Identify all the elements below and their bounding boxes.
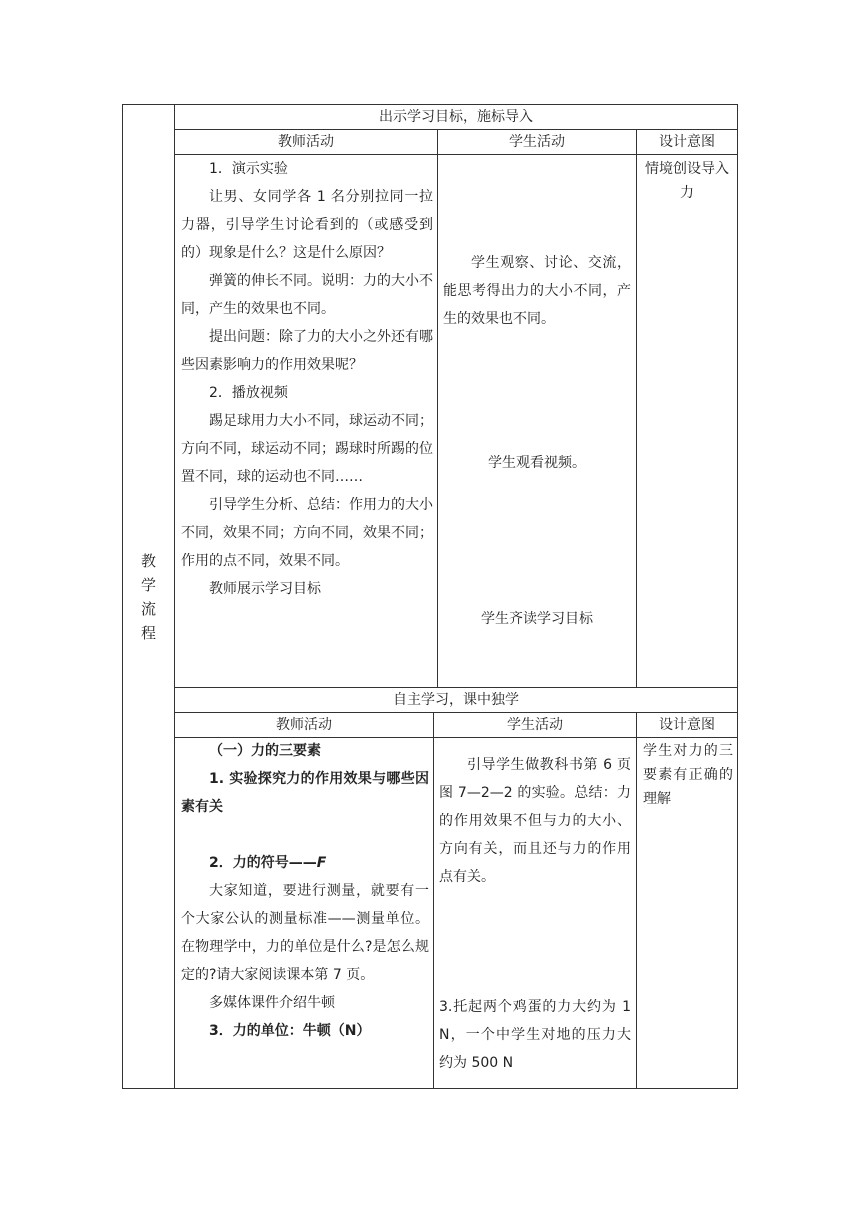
teacher-line — [181, 849, 429, 877]
section1-student-video — [443, 449, 631, 477]
section2-intent — [643, 739, 733, 811]
divider — [437, 129, 438, 687]
side-label — [123, 105, 174, 1088]
section2-student-exp — [439, 751, 631, 891]
teacher-line: 教师展示学习目标 — [209, 581, 321, 597]
force-symbol: F — [316, 855, 327, 871]
divider — [174, 105, 175, 1088]
symbol-label: 2．力的符号—— — [209, 855, 317, 871]
section2-header-intent: 设计意图 — [659, 717, 715, 733]
section2-header-teacher: 教师活动 — [276, 717, 332, 733]
section1-intent — [643, 157, 731, 205]
section2-student-force — [439, 993, 631, 1077]
section1-teacher-content — [181, 155, 433, 603]
teacher-line: 引导学生分析、总结：作用力的大小不同，效果不同；方向不同，效果不同；作用的点不同，效果不同。 — [181, 497, 433, 569]
section2-teacher-content — [181, 737, 429, 1045]
spacer — [181, 821, 429, 849]
teacher-line: 大家知道，要进行测量，就要有一个大家公认的测量标准——测量单位。在物理学中，力的单位是什么?是怎么规定的?请大家阅读课本第 7 页。 — [181, 883, 429, 983]
teacher-line: （一）力的三要素 — [209, 743, 321, 759]
section1-header-student: 学生活动 — [509, 134, 565, 150]
divider — [433, 712, 434, 1088]
section1-header-intent: 设计意图 — [659, 134, 715, 150]
section1-student-read — [443, 605, 631, 633]
section1-header-teacher: 教师活动 — [278, 134, 334, 150]
divider — [636, 129, 637, 687]
teacher-line: 1．演示实验 — [209, 161, 288, 177]
teacher-line: 多媒体课件介绍牛顿 — [209, 995, 335, 1011]
student-line: 学生齐读学习目标 — [481, 611, 593, 627]
section2-title — [175, 688, 737, 712]
intent-text: 学生对力的三要素有正确的理解 — [643, 743, 733, 807]
teacher-line: 1. 实验探究力的作用效果与哪些因素有关 — [181, 771, 429, 815]
section1-title — [175, 105, 737, 129]
section1-title-text: 出示学习目标，施标导入 — [379, 109, 533, 125]
divider — [636, 712, 637, 1088]
teacher-line: 提出问题：除了力的大小之外还有哪些因素影响力的作用效果呢？ — [181, 329, 433, 373]
section1-student-obs — [443, 249, 631, 333]
student-line: 3.托起两个鸡蛋的力大约为 1 N，一个中学生对地的压力大约为 500 N — [439, 999, 631, 1071]
teacher-line: 弹簧的伸长不同。说明：力的大小不同，产生的效果也不同。 — [181, 273, 433, 317]
section2-header-student: 学生活动 — [507, 717, 563, 733]
lesson-table — [122, 104, 738, 1089]
student-line: 引导学生做教科书第 6 页图 7—2—2 的实验。总结：力的作用效果不但与力的大小、方向有关，而且还与力的作用点有关。 — [439, 757, 631, 885]
side-label-text: 教学流程 — [140, 551, 156, 642]
student-line: 学生观看视频。 — [488, 455, 586, 471]
student-line: 学生观察、讨论、交流，能思考得出力的大小不同，产生的效果也不同。 — [443, 255, 631, 327]
teacher-line: 2．播放视频 — [209, 385, 288, 401]
section2-title-text: 自主学习，课中独学 — [393, 692, 519, 708]
teacher-line: 踢足球用力大小不同，球运动不同；方向不同，球运动不同；踢球时所踢的位置不同，球的运动也不同…… — [181, 413, 433, 485]
teacher-line: 3．力的单位：牛顿（N） — [209, 1023, 371, 1039]
teacher-line: 让男、女同学各 1 名分别拉同一拉力器，引导学生讨论看到的（或感受到的）现象是什么？这是什么原因？ — [181, 189, 433, 261]
intent-text: 情境创设导入力 — [645, 161, 729, 201]
